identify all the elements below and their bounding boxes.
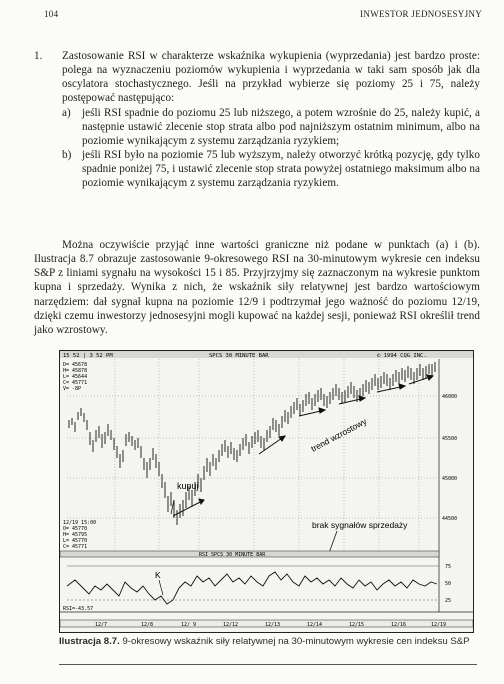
sub-item-a	[62, 106, 480, 148]
body-paragraph: Można oczywiście przyjąć inne wartości graniczne niż podane w punktach (a) i (b). Ilustracja 8.7 obrazuje zastosowanie 9-okresowego RSI na 30-minutowym wykresie cen indeksu S&P z liniami sygnału na wysokości 15 i 85. Przyjrzyjmy się zaznaczonym na wykresie punktom kupna i sprzedaży. Wynika z nich, że wskaźnik siły relatywnej jest bardzo wartościowym narzędziem: dał sygnał kupna na poziomie 12/9 i podtrzymał jego ważność do poziomu 12/19, dzięki czemu inwestorzy jednosesyjni mogli kupować na każdej sesji, ponieważ RSI określił trend jako wzrostowy.	[34, 239, 480, 336]
date-label: 12/12	[223, 622, 239, 628]
top-bar-copyright: © 1994 CQG INC.	[377, 353, 427, 359]
svg-text:C= 45771: C= 45771	[63, 380, 88, 386]
list-item-text: Zastosowanie RSI w charakterze wskaźnika wykupienia (wyprzedania) jest bardzo proste: polega na wyznaczeniu poziomów wykupienia i wyprzedania w taki sam sposób jak dla oscylatora stochastycznego. Jeśli na przykład wybierze się poziomy 25 i 75, należy postępować następująco:	[62, 50, 480, 105]
caption-text: 9-okresowy wskaźnik siły relatywnej na 30-minutowym wykresie cen indeksu S&P	[122, 636, 470, 647]
date-labels	[95, 622, 446, 628]
svg-text:C= 45771: C= 45771	[63, 544, 88, 550]
page-header	[44, 9, 482, 23]
date-label: 12/7	[95, 622, 108, 628]
price-tick: 45000	[442, 476, 458, 482]
list-number: 1.	[34, 50, 43, 62]
date-label: 12/8	[141, 622, 154, 628]
top-bar-left: 15 52 | 3 52 PM	[63, 353, 113, 359]
date-label: 12/13	[265, 622, 281, 628]
rsi-title: RSI SPCS 30 MINUTE BAR	[199, 552, 266, 558]
sub-item-b-text: jeśli RSI było na poziomie 75 lub wyższym, należy otworzyć krótką pozycję, gdy tylko spadnie poniżej 75, i ustawić zlecenie stop strata powyżej ostatniego maksimum albo na poziomie wynikającym z systemu zarządzania ryzykiem.	[82, 149, 480, 190]
k-marker: K	[155, 570, 161, 580]
rsi-tick: 50	[445, 581, 452, 587]
svg-text:V= -8P: V= -8P	[63, 386, 82, 392]
svg-text:L= 45770: L= 45770	[63, 538, 88, 544]
rsi-tick: 25	[445, 598, 452, 604]
sub-item-b-label: b)	[62, 149, 72, 162]
svg-text:O= 45770: O= 45770	[63, 526, 88, 532]
svg-text:12/19 15:00: 12/19 15:00	[63, 520, 97, 526]
svg-text:L= 45644: L= 45644	[63, 374, 88, 380]
price-tick: 46000	[442, 394, 458, 400]
sub-item-b	[62, 148, 480, 190]
list-item-1	[34, 49, 480, 191]
footer-rule	[59, 664, 477, 665]
rsi-tick: 75	[445, 564, 452, 570]
trend-annotation: trend wzrostowy	[309, 416, 369, 454]
date-label: 12/15	[349, 622, 365, 628]
svg-text:H= 45795: H= 45795	[63, 532, 88, 538]
date-label: 12/19	[431, 622, 447, 628]
caption-label: Ilustracja 8.7.	[59, 636, 120, 647]
top-bar-title: SPCS 30 MINUTE BAR	[209, 353, 269, 359]
sub-item-a-text: jeśli RSI spadnie do poziomu 25 lub niższego, a potem wzrośnie do 25, należy kupić, a następnie ustawić zlecenie stop strata albo pod najniższym ostatnim minimum, albo na poziomie wynikającym z systemu zarządzania ryzykiem;	[82, 106, 480, 147]
buy-annotation: kupuj	[177, 481, 199, 491]
svg-text:H= 45878: H= 45878	[63, 368, 88, 374]
sub-item-a-label: a)	[62, 106, 71, 119]
rsi-value: RSI=-43.57	[63, 606, 94, 612]
rsi-figure	[59, 350, 474, 633]
date-label: 12/ 9	[181, 622, 197, 628]
date-label: 12/16	[391, 622, 407, 628]
date-label: 12/14	[307, 622, 323, 628]
price-tick: 44500	[442, 516, 458, 522]
figure-caption	[59, 636, 477, 648]
running-title: INWESTOR JEDNOSESYJNY	[360, 9, 482, 19]
price-tick: 45500	[442, 436, 458, 442]
page-number: 104	[44, 9, 59, 19]
svg-text:D= 45678: D= 45678	[63, 362, 88, 368]
no-sell-annotation: brak sygnałów sprzedaży	[312, 520, 408, 530]
